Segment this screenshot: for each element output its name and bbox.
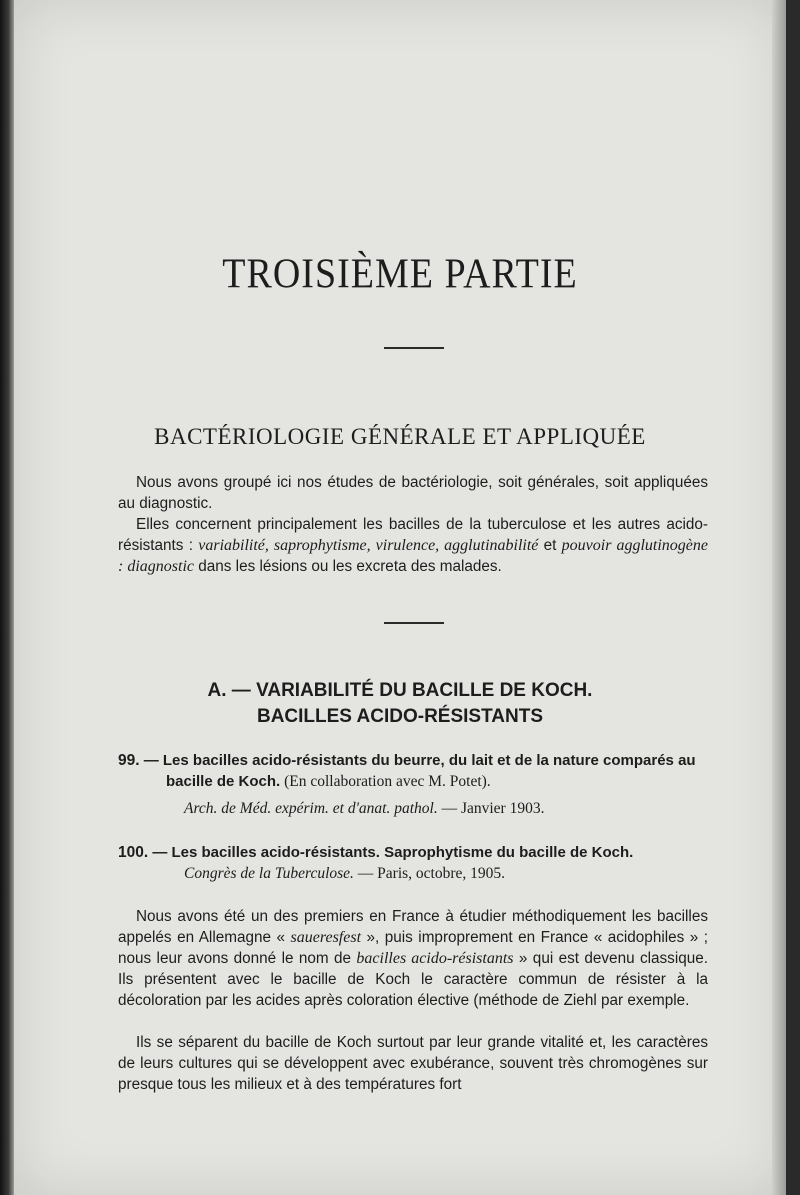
section-a-heading-line-2: BACILLES ACIDO-RÉSISTANTS xyxy=(256,706,544,727)
book-page xyxy=(14,0,786,1195)
entry-citation xyxy=(118,863,708,884)
intro-p2-mid: et xyxy=(538,537,562,554)
intro-paragraph-2 xyxy=(118,514,708,577)
entry-collaboration: (En collaboration avec M. Potet). xyxy=(280,773,491,790)
citation-date: — Paris, octobre, 1905. xyxy=(353,865,506,882)
intro-paragraph-1: Nous avons groupé ici nos études de bactériologie, soit générales, soit appliquées au diagnostic. xyxy=(118,474,708,512)
section-title: BACTÉRIOLOGIE GÉNÉRALE ET APPLIQUÉE xyxy=(154,424,646,449)
entry-number: 99. xyxy=(118,752,140,769)
section-a-heading-line-1: A. — VARIABILITÉ DU BACILLE DE KOCH. xyxy=(207,680,593,701)
body-p1-c: » qui est devenu classique. Ils présentent avec le bacille de Koch le caractère commun de résister à la décoloration par les acides après coloration élective (méthode de Ziehl par exemple. xyxy=(118,950,708,1009)
body-paragraph-2: Ils se séparent du bacille de Koch surtout par leur grande vitalité et, les caractères de leurs cultures qui se développent avec exubérance, souvent très chromogènes sur presque tous les milieux et à des températures fort xyxy=(118,1034,708,1093)
entry-number: 100. xyxy=(118,844,149,861)
body-p1-italic-2: bacilles acido-résistants xyxy=(356,950,514,967)
entry-title: — Les bacilles acido-résistants du beurre, du lait et de la nature comparés au bacille de Koch. xyxy=(139,752,696,790)
intro-p2-italic-1: variabilité, saprophytisme, virulence, agglutinabilité xyxy=(198,537,539,554)
body-p1-a: Nous avons été un des premiers en France à étudier méthodiquement les bacilles appelés en Allemagne « xyxy=(118,908,708,946)
intro-p2-start: Elles concernent principalement les bacilles de la tuberculose et les autres acido-résistants : xyxy=(118,516,708,554)
citation-date: — Janvier 1903. xyxy=(437,800,545,817)
citation-journal: Arch. de Méd. expérim. et d'anat. pathol. xyxy=(184,800,438,817)
part-title: TROISIÈME PARTIE xyxy=(222,250,578,298)
intro-p2-end: dans les lésions ou les excreta des malades. xyxy=(194,558,502,575)
divider-rule xyxy=(384,622,444,624)
body-p1-b: », puis improprement en France « acidophiles » ; nous leur avons donné le nom de xyxy=(118,929,709,967)
bibliography-entry-100 xyxy=(118,842,708,884)
bibliography-entry-99 xyxy=(118,750,708,819)
page-edge xyxy=(772,0,786,1195)
body-paragraph-1 xyxy=(118,906,708,1011)
intro-p2-italic-2: pouvoir agglutinogène : diagnostic xyxy=(118,537,708,575)
body-p1-italic-1: saueresfest xyxy=(290,929,362,946)
citation-congress: Congrès de la Tuberculose. xyxy=(184,865,354,882)
entry-title: — Les bacilles acido-résistants. Saprophytisme du bacille de Koch. xyxy=(148,844,634,861)
book-spine-shadow xyxy=(0,0,14,1195)
entry-citation xyxy=(118,798,708,819)
divider-rule xyxy=(384,347,444,349)
section-a-heading xyxy=(0,678,800,730)
